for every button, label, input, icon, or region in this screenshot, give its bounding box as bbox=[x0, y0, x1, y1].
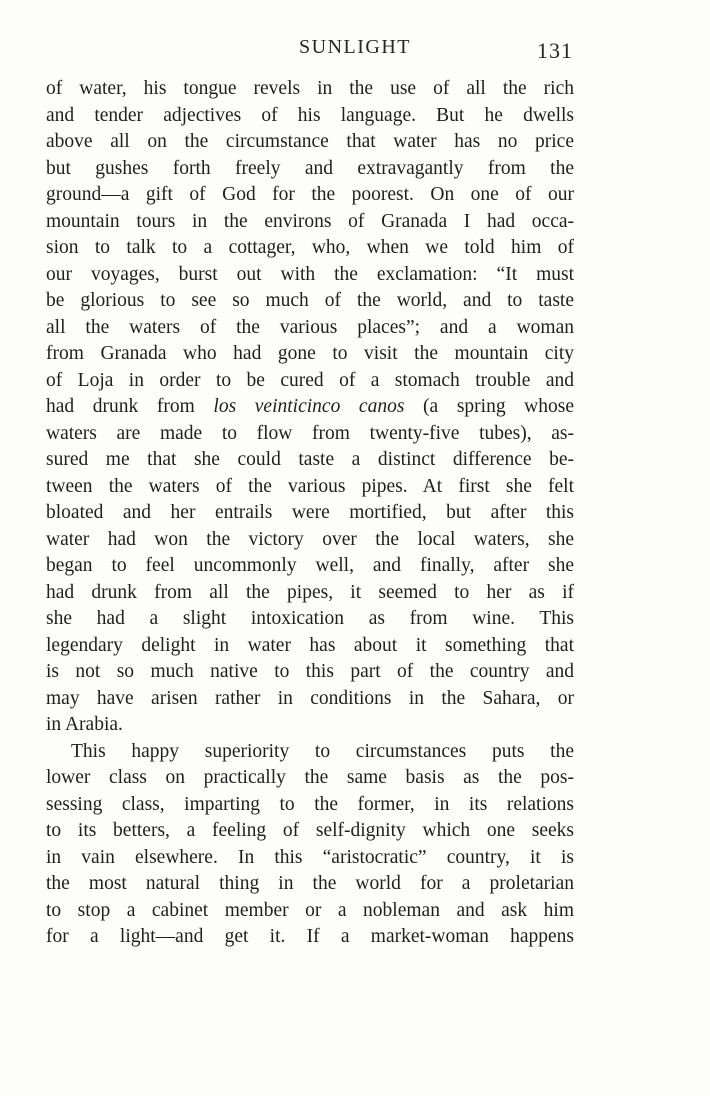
text-line: of water, his tongue revels in the use of all the rich bbox=[46, 78, 574, 99]
text-line: to its betters, a feeling of self-dignity which one seeks bbox=[46, 820, 574, 841]
text-line: be glorious to see so much of the world, and to taste bbox=[46, 290, 574, 311]
text-line: water had won the victory over the local waters, she bbox=[46, 528, 574, 550]
text-line: had drunk from all the pipes, it seemed to her as if bbox=[46, 581, 574, 603]
text-line: legendary delight in water has about it something that bbox=[46, 634, 574, 656]
text-line: but gushes forth freely and extravagantly from the bbox=[46, 157, 574, 179]
text-line: for a light—and get it. If a market-woman happens bbox=[46, 926, 574, 947]
paragraph-2 bbox=[46, 739, 574, 951]
text-line bbox=[46, 394, 574, 421]
page-number: 131 bbox=[537, 38, 573, 63]
text-line: sured me that she could taste a distinct difference be- bbox=[46, 449, 574, 470]
text-line: sion to talk to a cottager, who, when we told him of bbox=[46, 237, 574, 258]
text-line: waters are made to flow from twenty-five tubes), as- bbox=[46, 422, 574, 444]
text-line: from Granada who had gone to visit the mountain city bbox=[46, 343, 574, 364]
text-run: had drunk from bbox=[46, 396, 214, 417]
text-line: in vain elsewhere. In this “aristocratic” country, it is bbox=[46, 846, 574, 868]
body-text bbox=[46, 76, 574, 951]
text-line: above all on the circumstance that water has no price bbox=[46, 131, 574, 152]
text-line: mountain tours in the environs of Granada I had occa- bbox=[46, 210, 574, 232]
italic-place-name: los veinticinco canos bbox=[213, 396, 405, 417]
text-line: to stop a cabinet member or a nobleman and ask him bbox=[46, 899, 574, 921]
page-header bbox=[0, 32, 710, 68]
text-line: is not so much native to this part of the country and bbox=[46, 661, 574, 682]
text-run: (a spring whose bbox=[404, 396, 574, 417]
text-line: and tender adjectives of his language. But he dwells bbox=[46, 104, 574, 126]
text-line: all the waters of the various places”; and a woman bbox=[46, 316, 574, 338]
text-line: of Loja in order to be cured of a stomach trouble and bbox=[46, 369, 574, 391]
paragraph-1 bbox=[46, 76, 574, 739]
text-line: ground—a gift of God for the poorest. On one of our bbox=[46, 184, 574, 205]
text-line: This happy superiority to circumstances puts the bbox=[71, 740, 574, 762]
text-line: sessing class, imparting to the former, in its relations bbox=[46, 793, 574, 815]
text-line: our voyages, burst out with the exclamation: “It must bbox=[46, 263, 574, 285]
text-line: bloated and her entrails were mortified, but after this bbox=[46, 502, 574, 523]
running-head: SUNLIGHT bbox=[299, 36, 411, 58]
text-line: in Arabia. bbox=[46, 714, 123, 735]
text-line: may have arisen rather in conditions in the Sahara, or bbox=[46, 687, 574, 709]
text-line: the most natural thing in the world for a proletarian bbox=[46, 873, 574, 894]
text-line: began to feel uncommonly well, and finally, after she bbox=[46, 555, 574, 576]
text-line: she had a slight intoxication as from wine. This bbox=[46, 608, 574, 629]
text-line: lower class on practically the same basis as the pos- bbox=[46, 767, 574, 788]
text-line: tween the waters of the various pipes. At first she felt bbox=[46, 475, 574, 497]
